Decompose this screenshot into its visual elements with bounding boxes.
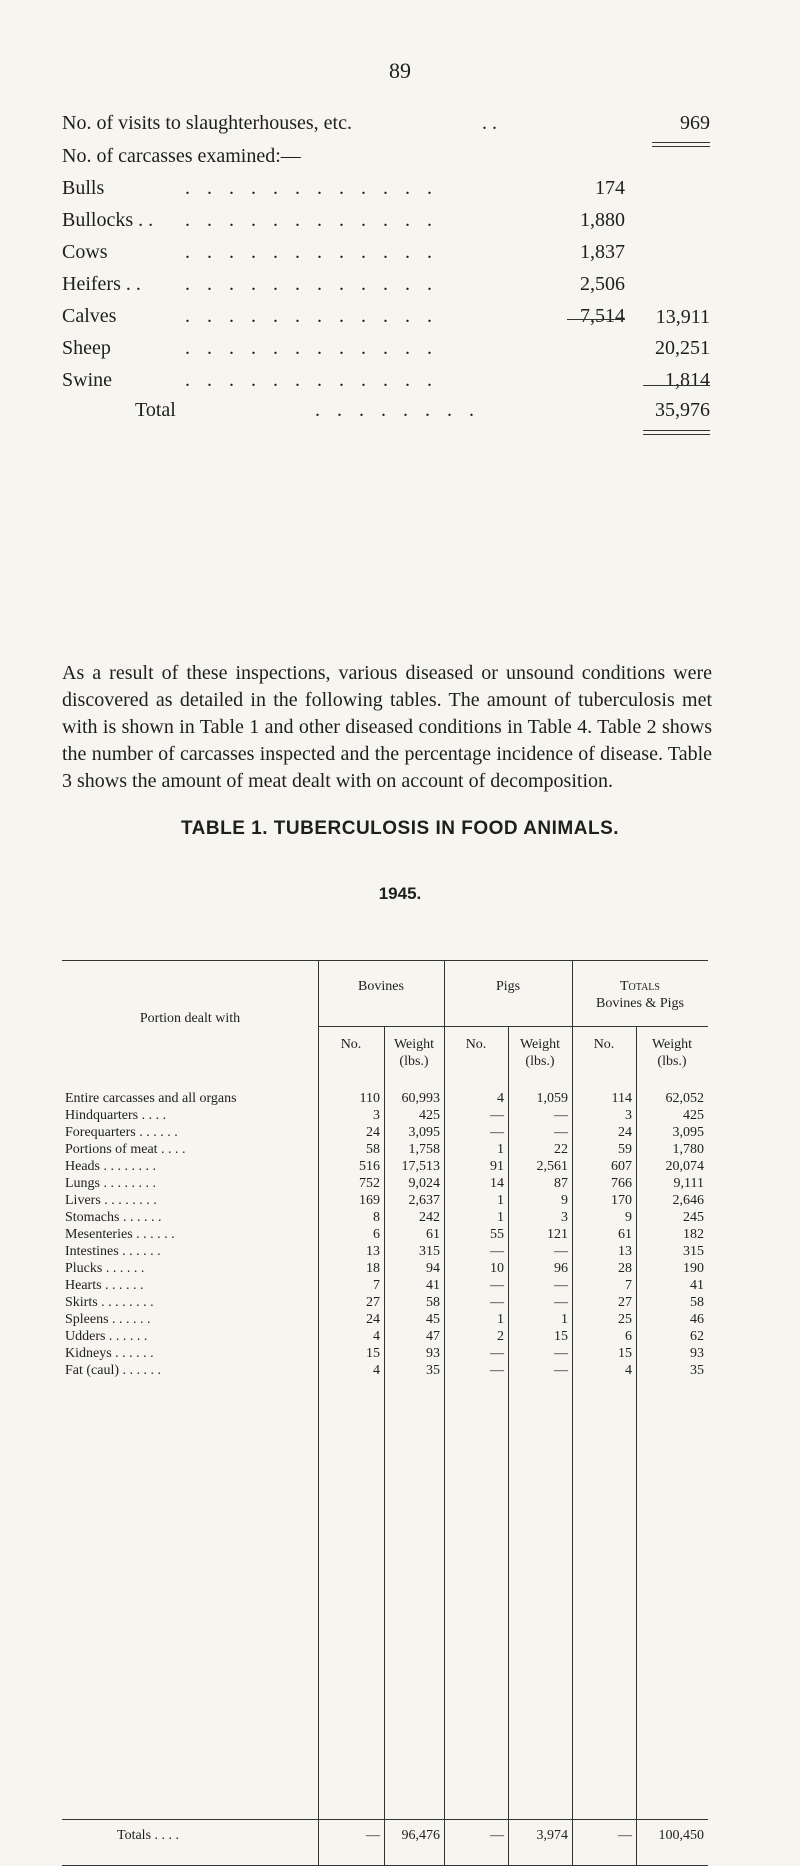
header-totals-sub: Bovines & Pigs [596, 996, 684, 1011]
animal-value: 20,251 [655, 337, 710, 359]
row-b-wt: 58 [426, 1295, 440, 1310]
header-sub-rule [318, 1026, 708, 1027]
row-portion: Hearts . . . . . . [65, 1278, 144, 1293]
row-portion: Kidneys . . . . . . [65, 1346, 154, 1361]
row-p-wt: 22 [554, 1142, 568, 1157]
row-b-wt: 45 [426, 1312, 440, 1327]
row-p-no: 14 [490, 1176, 504, 1191]
carcass-label: Calves [62, 305, 117, 327]
row-p-no: 2 [497, 1329, 504, 1344]
visits-value: 969 [680, 112, 710, 134]
row-b-no: 6 [373, 1227, 380, 1242]
carcass-value: 7,514 [580, 305, 625, 327]
row-p-wt: 96 [554, 1261, 568, 1276]
table-row [62, 1362, 708, 1379]
cattle-subtotal-rule [567, 319, 625, 320]
totals-top-rule [62, 1819, 708, 1820]
table-row [62, 1277, 708, 1294]
row-portion: Spleens . . . . . . [65, 1312, 151, 1327]
row-p-no: — [490, 1108, 504, 1123]
row-t-wt: 62,052 [665, 1091, 704, 1106]
row-portion: Hindquarters . . . . [65, 1108, 167, 1123]
row-p-wt: 2,561 [536, 1159, 568, 1174]
row-p-no: 1 [497, 1142, 504, 1157]
row-p-no: 91 [490, 1159, 504, 1174]
row-t-wt: 93 [690, 1346, 704, 1361]
row-t-no: 6 [625, 1329, 632, 1344]
header-totals-no: No. [593, 1037, 615, 1052]
carcass-label: Heifers . . [62, 273, 141, 295]
table-title: TABLE 1. TUBERCULOSIS IN FOOD ANIMALS. [180, 818, 620, 839]
row-b-no: 3 [373, 1108, 380, 1123]
totals-pigs-no: — [490, 1828, 504, 1843]
row-p-no: 4 [497, 1091, 504, 1106]
row-p-no: 55 [490, 1227, 504, 1242]
dot-leader: . . . . . . . . . . . . [185, 369, 438, 391]
row-p-no: — [490, 1295, 504, 1310]
carcass-value: 174 [595, 177, 625, 199]
row-portion: Udders . . . . . . [65, 1329, 148, 1344]
row-p-wt: — [554, 1244, 568, 1259]
table-row [62, 1192, 708, 1209]
row-b-wt: 315 [419, 1244, 440, 1259]
row-b-wt: 94 [426, 1261, 440, 1276]
header-pigs-weight: Weight [519, 1037, 561, 1052]
table-row [62, 1209, 708, 1226]
table-row [62, 1311, 708, 1328]
row-p-wt: 87 [554, 1176, 568, 1191]
row-t-wt: 58 [690, 1295, 704, 1310]
totals-label: Totals . . . . [117, 1828, 180, 1843]
header-bovines: Bovines [358, 979, 404, 994]
header-totals-weight: Weight [651, 1037, 693, 1052]
row-portion: Intestines . . . . . . [65, 1244, 161, 1259]
row-t-wt: 1,780 [672, 1142, 704, 1157]
row-p-wt: 1 [561, 1312, 568, 1327]
table-row [62, 1090, 708, 1107]
carcasses-heading: No. of carcasses examined:— [62, 145, 301, 167]
row-portion: Plucks . . . . . . [65, 1261, 145, 1276]
row-t-wt: 46 [690, 1312, 704, 1327]
row-t-wt: 190 [683, 1261, 704, 1276]
totals-totals-no: — [618, 1828, 632, 1843]
table-year: 1945. [378, 884, 422, 903]
dot-leader: . . . . . . . . . . . . [185, 177, 438, 199]
dot-leader: . . . . . . . . . . . . [185, 305, 438, 327]
row-t-no: 4 [625, 1363, 632, 1378]
row-p-no: 1 [497, 1193, 504, 1208]
row-b-wt: 35 [426, 1363, 440, 1378]
header-bovines-weight: Weight [393, 1037, 435, 1052]
row-b-no: 516 [359, 1159, 380, 1174]
row-p-wt: — [554, 1346, 568, 1361]
row-t-no: 607 [611, 1159, 632, 1174]
row-t-wt: 182 [683, 1227, 704, 1242]
row-b-wt: 61 [426, 1227, 440, 1242]
dot-leader: . . . . . . . . . . . . [185, 337, 438, 359]
row-portion: Skirts . . . . . . . . [65, 1295, 154, 1310]
row-portion: Stomachs . . . . . . [65, 1210, 162, 1225]
total-rule [643, 385, 710, 386]
table-top-rule [62, 960, 708, 961]
row-b-wt: 3,095 [408, 1125, 440, 1140]
row-portion: Mesenteries . . . . . . [65, 1227, 175, 1242]
row-t-no: 766 [611, 1176, 632, 1191]
total-leader: . . . . . . . . [315, 399, 480, 421]
row-t-wt: 315 [683, 1244, 704, 1259]
row-b-no: 4 [373, 1363, 380, 1378]
table-row [62, 1328, 708, 1345]
row-t-no: 27 [618, 1295, 632, 1310]
carcass-label: Bullocks . . [62, 209, 154, 231]
row-b-wt: 242 [419, 1210, 440, 1225]
carcass-value: 2,506 [580, 273, 625, 295]
row-t-no: 15 [618, 1346, 632, 1361]
row-p-wt: — [554, 1363, 568, 1378]
table-row [62, 1226, 708, 1243]
table-row [62, 1107, 708, 1124]
row-b-wt: 2,637 [408, 1193, 440, 1208]
row-p-wt: 1,059 [536, 1091, 568, 1106]
header-pigs: Pigs [495, 979, 521, 994]
visits-double-rule [652, 142, 710, 147]
row-p-no: 10 [490, 1261, 504, 1276]
row-b-no: 110 [359, 1091, 380, 1106]
header-pigs-no: No. [465, 1037, 487, 1052]
row-portion: Entire carcasses and all organs [65, 1091, 237, 1106]
row-b-no: 24 [366, 1312, 380, 1327]
total-label: Total [135, 399, 176, 421]
row-t-no: 59 [618, 1142, 632, 1157]
animal-value: 1,814 [665, 369, 710, 391]
total-double-rule [643, 430, 710, 435]
table-row [62, 1294, 708, 1311]
table-row [62, 1158, 708, 1175]
row-b-wt: 41 [426, 1278, 440, 1293]
row-t-no: 114 [611, 1091, 632, 1106]
row-b-no: 169 [359, 1193, 380, 1208]
row-p-no: — [490, 1346, 504, 1361]
row-b-no: 8 [373, 1210, 380, 1225]
totals-pigs-weight: 3,974 [536, 1828, 568, 1843]
row-t-wt: 245 [683, 1210, 704, 1225]
row-t-no: 7 [625, 1278, 632, 1293]
dot-leader: . . . . . . . . . . . . [185, 241, 438, 263]
row-t-no: 25 [618, 1312, 632, 1327]
row-portion: Portions of meat . . . . [65, 1142, 186, 1157]
row-p-no: — [490, 1244, 504, 1259]
page-number: 89 [389, 58, 411, 83]
row-portion: Forequarters . . . . . . [65, 1125, 178, 1140]
visits-label: No. of visits to slaughterhouses, etc. [62, 112, 352, 134]
row-t-no: 61 [618, 1227, 632, 1242]
row-t-no: 28 [618, 1261, 632, 1276]
row-p-wt: 121 [547, 1227, 568, 1242]
row-p-wt: — [554, 1125, 568, 1140]
row-p-wt: 3 [561, 1210, 568, 1225]
dot-leader: . . . . . . . . . . . . [185, 209, 438, 231]
row-p-wt: — [554, 1295, 568, 1310]
row-b-wt: 60,993 [401, 1091, 440, 1106]
total-value: 35,976 [655, 399, 710, 421]
row-t-wt: 41 [690, 1278, 704, 1293]
row-p-no: 1 [497, 1210, 504, 1225]
table-totals-row [62, 1827, 708, 1844]
row-b-wt: 47 [426, 1329, 440, 1344]
carcass-label: Bulls [62, 177, 105, 199]
totals-bovines-weight: 96,476 [401, 1828, 440, 1843]
row-portion: Fat (caul) . . . . . . [65, 1363, 162, 1378]
row-t-no: 9 [625, 1210, 632, 1225]
carcass-value: 1,880 [580, 209, 625, 231]
row-t-wt: 2,646 [672, 1193, 704, 1208]
header-totals: Totals [620, 979, 660, 994]
row-p-no: — [490, 1278, 504, 1293]
row-b-wt: 17,513 [401, 1159, 440, 1174]
totals-bovines-no: — [366, 1828, 380, 1843]
row-b-no: 24 [366, 1125, 380, 1140]
row-p-no: — [490, 1363, 504, 1378]
row-t-no: 170 [611, 1193, 632, 1208]
row-p-wt: — [554, 1108, 568, 1123]
dot-leader: . . . . . . . . . . . . [185, 273, 438, 295]
row-b-wt: 93 [426, 1346, 440, 1361]
row-b-wt: 9,024 [408, 1176, 440, 1191]
carcass-label: Cows [62, 241, 108, 263]
cattle-subtotal: 13,911 [655, 306, 710, 328]
row-p-wt: 9 [561, 1193, 568, 1208]
row-b-no: 58 [366, 1142, 380, 1157]
table-row [62, 1124, 708, 1141]
row-p-wt: — [554, 1278, 568, 1293]
header-totals-lbs: (lbs.) [657, 1054, 687, 1069]
carcass-value: 1,837 [580, 241, 625, 263]
body-paragraph: As a result of these inspections, various diseased or unsound conditions were discovered as detailed in the following tables. The amount of tuberculosis met with is shown in Table 1 and other diseased conditions in Table 4. Table 2 shows the number of carcasses inspected and the percentage incidence of disease. Table 3 shows the amount of meat dealt with on account of decomposition. [62, 662, 712, 792]
row-p-no: 1 [497, 1312, 504, 1327]
totals-totals-weight: 100,450 [658, 1828, 704, 1843]
row-portion: Livers . . . . . . . . [65, 1193, 157, 1208]
row-t-no: 13 [618, 1244, 632, 1259]
row-b-no: 7 [373, 1278, 380, 1293]
table-row [62, 1260, 708, 1277]
row-b-no: 13 [366, 1244, 380, 1259]
table-row [62, 1175, 708, 1192]
row-p-wt: 15 [554, 1329, 568, 1344]
row-b-wt: 425 [419, 1108, 440, 1123]
header-pigs-lbs: (lbs.) [525, 1054, 555, 1069]
header-bovines-lbs: (lbs.) [399, 1054, 429, 1069]
row-t-wt: 35 [690, 1363, 704, 1378]
animal-label: Swine [62, 369, 112, 391]
row-b-wt: 1,758 [408, 1142, 440, 1157]
table-row [62, 1141, 708, 1158]
row-t-wt: 3,095 [672, 1125, 704, 1140]
row-b-no: 4 [373, 1329, 380, 1344]
row-t-wt: 62 [690, 1329, 704, 1344]
animal-label: Sheep [62, 337, 111, 359]
row-b-no: 752 [359, 1176, 380, 1191]
row-t-wt: 9,111 [673, 1176, 704, 1191]
row-b-no: 18 [366, 1261, 380, 1276]
row-portion: Lungs . . . . . . . . [65, 1176, 156, 1191]
row-t-wt: 20,074 [665, 1159, 704, 1174]
row-p-no: — [490, 1125, 504, 1140]
row-t-wt: 425 [683, 1108, 704, 1123]
row-portion: Heads . . . . . . . . [65, 1159, 156, 1174]
header-bovines-no: No. [340, 1037, 362, 1052]
row-t-no: 3 [625, 1108, 632, 1123]
visits-leader: . . [482, 112, 497, 134]
row-b-no: 27 [366, 1295, 380, 1310]
table-row [62, 1243, 708, 1260]
row-b-no: 15 [366, 1346, 380, 1361]
header-portion: Portion dealt with [139, 1011, 241, 1026]
row-t-no: 24 [618, 1125, 632, 1140]
